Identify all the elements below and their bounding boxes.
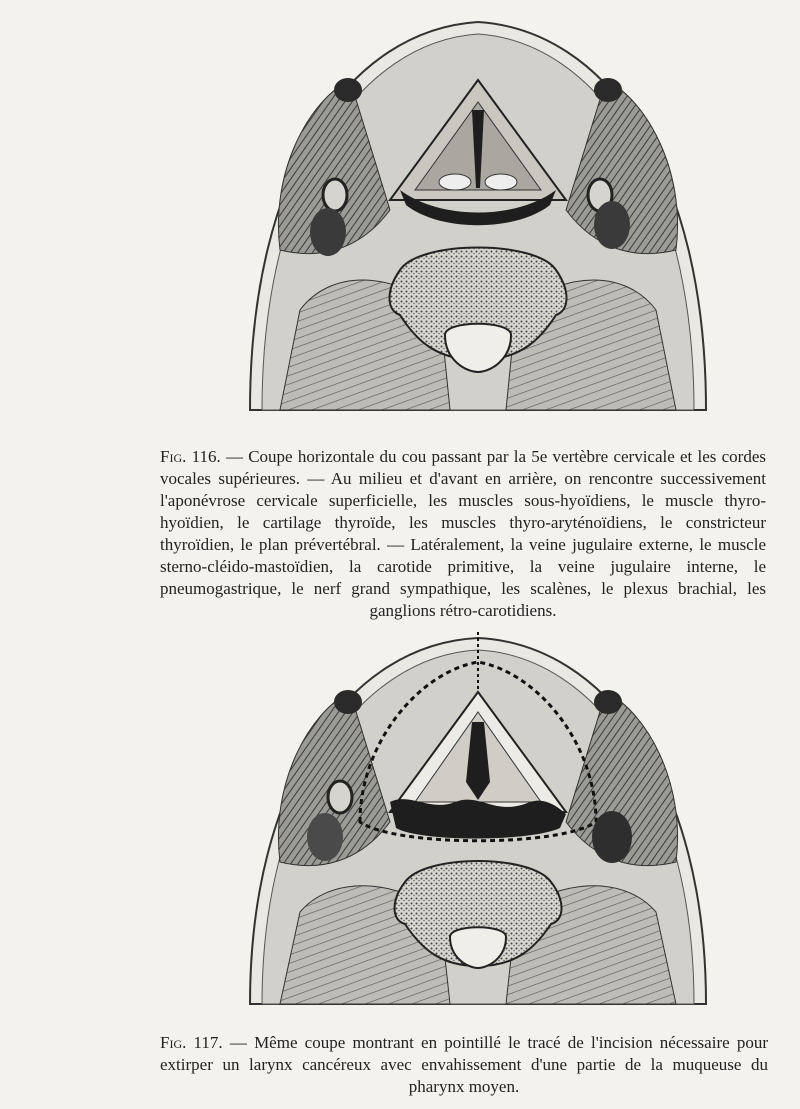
figure-116-caption-text: — Coupe horizontale du cou passant par la 5e vertèbre cervicale et les cordes vocales supérieures. — Au milieu et d'avant en arrière, on rencontre successivement l'aponévrose cervicale superficielle, les muscles sous-hyoïdiens, le muscle thyro-hyoïdien, le cartilage thyroïde, les muscles thyro-aryténoïdiens, le constricteur thyroïdien, le plan prévertébral. — Latéralement, la veine jugulaire externe, le muscle sterno-cléido-mastoïdien, la carotide primitive, la veine jugulaire interne, le pneumogastrique, le nerf grand sympathique, les scalènes, le plexus brachial, les ganglions rétro-carotidiens. <box>160 447 767 620</box>
figure-117-number: Fig. 117. <box>160 1033 223 1052</box>
figure-117-caption <box>160 1032 768 1098</box>
figure-117-caption-text: — Même coupe montrant en pointillé le tracé de l'incision nécessaire pour extirper un larynx cancéreux avec envahissement d'une partie de la muqueuse du pharynx moyen. <box>160 1033 768 1096</box>
figure-116-caption <box>160 446 766 622</box>
figure-116-number: Fig. 116. <box>160 447 221 466</box>
figure-116-illustration <box>240 10 716 420</box>
figure-117-illustration <box>240 632 716 1012</box>
